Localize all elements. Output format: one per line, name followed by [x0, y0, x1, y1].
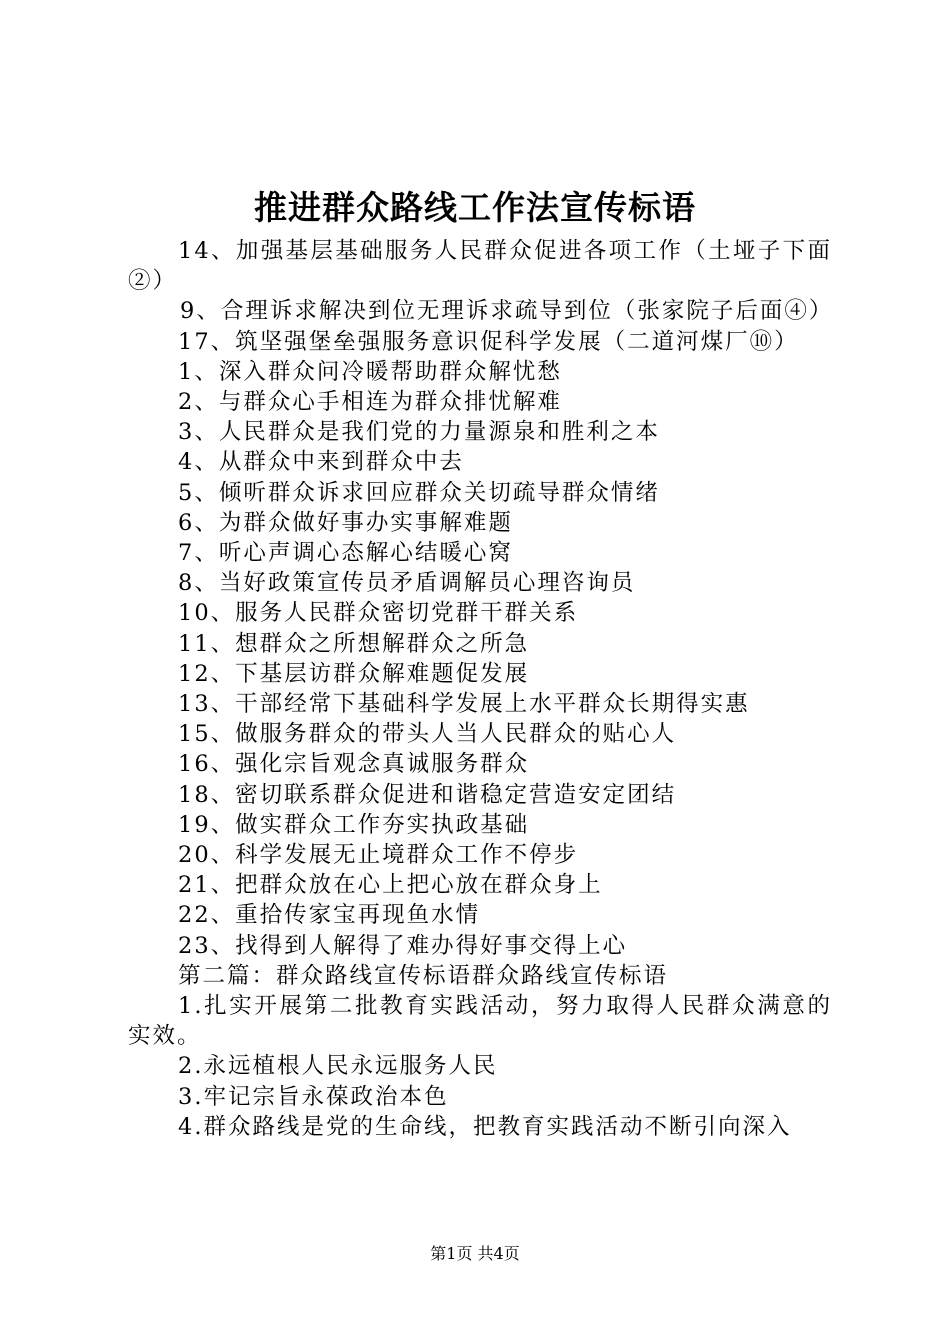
paragraph: 17、筑坚强堡垒强服务意识促科学发展（二道河煤厂⑩） [178, 328, 799, 355]
paragraph: 23、找得到人解得了难办得好事交得上心 [178, 932, 628, 959]
paragraph: 1、深入群众问冷暖帮助群众解忧愁 [178, 358, 562, 385]
paragraph: 15、做服务群众的带头人当人民群众的贴心人 [178, 721, 677, 748]
document-title: 推进群众路线工作法宣传标语 [254, 188, 696, 227]
paragraph: 2、与群众心手相连为群众排忧解难 [178, 389, 562, 416]
paragraph: 10、服务人民群众密切党群干群关系 [178, 600, 579, 627]
paragraph: 19、做实群众工作夯实执政基础 [178, 811, 530, 838]
paragraph: 6、为群众做好事办实事解难题 [178, 509, 513, 536]
paragraph: 11、想群众之所想解群众之所急 [178, 630, 530, 657]
document-body [128, 236, 832, 1142]
paragraph: 22、重拾传家宝再现鱼水情 [178, 902, 481, 929]
paragraph: 12、下基层访群众解难题促发展 [178, 660, 530, 687]
paragraph: 20、科学发展无止境群众工作不停步 [178, 842, 579, 869]
paragraph: 5、倾听群众诉求回应群众关切疏导群众情绪 [178, 479, 660, 506]
paragraph: 4.群众路线是党的生命线，把教育实践活动不断引向深入 [178, 1113, 792, 1140]
paragraph: 14、加强基层基础服务人民群众促进各项工作（土垭子下面②） [128, 238, 832, 295]
paragraph: 16、强化宗旨观念真诚服务群众 [178, 751, 530, 778]
paragraph: 3.牢记宗旨永葆政治本色 [178, 1083, 449, 1110]
paragraph: 9、合理诉求解决到位无理诉求疏导到位（张家院子后面④） [180, 298, 834, 325]
paragraph: 2.永远植根人民永远服务人民 [178, 1053, 498, 1080]
paragraph: 18、密切联系群众促进和谐稳定营造安定团结 [178, 781, 677, 808]
paragraph: 8、当好政策宣传员矛盾调解员心理咨询员 [178, 570, 636, 597]
paragraph: 21、把群众放在心上把心放在群众身上 [178, 872, 603, 899]
paragraph: 13、干部经常下基础科学发展上水平群众长期得实惠 [178, 691, 750, 718]
paragraph: 3、人民群众是我们党的力量源泉和胜利之本 [178, 419, 660, 446]
paragraph: 7、听心声调心态解心结暖心窝 [178, 540, 513, 567]
section-heading: 第二篇：群众路线宣传标语群众路线宣传标语 [178, 962, 669, 989]
paragraph: 4、从群众中来到群众中去 [178, 449, 464, 476]
paragraph: 1.扎实开展第二批教育实践活动，努力取得人民群众满意的实效。 [128, 993, 832, 1050]
page-footer: 第1页 共4页 [430, 1244, 520, 1263]
